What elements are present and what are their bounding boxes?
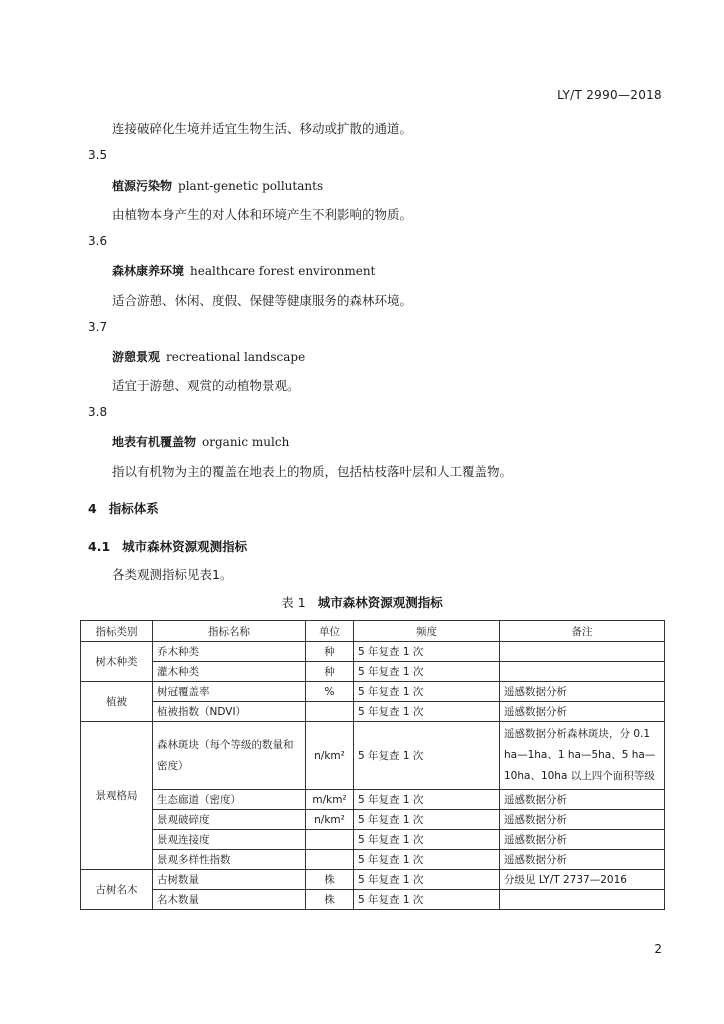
header-name: 指标名称 — [153, 621, 306, 642]
term-heading — [112, 348, 305, 365]
term-zh: 地表有机覆盖物 — [112, 435, 197, 449]
name-cell: 古树数量 — [153, 870, 306, 890]
indicator-table — [80, 620, 665, 910]
unit-cell: 种 — [306, 662, 354, 682]
frequency-cell: 5 年复查 1 次 — [354, 890, 500, 910]
table-row — [81, 702, 665, 722]
frequency-cell: 5 年复查 1 次 — [354, 682, 500, 702]
frequency-cell: 5 年复查 1 次 — [354, 642, 500, 662]
subsection-number: 4.1 — [88, 539, 111, 554]
term-en: plant-genetic pollutants — [178, 179, 324, 193]
term-zh: 游憩景观 — [112, 350, 161, 364]
table-row — [81, 830, 665, 850]
table-header-row — [81, 621, 665, 642]
name-cell: 生态廊道（密度） — [153, 790, 306, 810]
frequency-cell: 5 年复查 1 次 — [354, 662, 500, 682]
frequency-cell: 5 年复查 1 次 — [354, 722, 500, 790]
unit-cell: n/km² — [306, 810, 354, 830]
term-zh: 森林康养环境 — [112, 264, 185, 278]
table-row — [81, 850, 665, 870]
name-cell: 乔木种类 — [153, 642, 306, 662]
table-caption-title: 城市森林资源观测指标 — [317, 595, 443, 610]
name-cell: 树冠覆盖率 — [153, 682, 306, 702]
intro-line: 连接破碎化生境并适宜生物生活、移动或扩散的通道。 — [112, 121, 413, 136]
term-en: recreational landscape — [166, 350, 306, 364]
table-row — [81, 870, 665, 890]
term-number: 3.5 — [88, 148, 108, 162]
category-cell: 树木种类 — [81, 642, 153, 682]
unit-cell: 株 — [306, 870, 354, 890]
note-cell: 遥感数据分析 — [500, 830, 665, 850]
unit-cell — [306, 850, 354, 870]
frequency-cell: 5 年复查 1 次 — [354, 810, 500, 830]
unit-cell: % — [306, 682, 354, 702]
table-row — [81, 682, 665, 702]
header-unit: 单位 — [306, 621, 354, 642]
name-cell: 名木数量 — [153, 890, 306, 910]
note-cell: 遥感数据分析 — [500, 810, 665, 830]
frequency-cell: 5 年复查 1 次 — [354, 830, 500, 850]
subsection-title: 城市森林资源观测指标 — [122, 539, 248, 554]
table-row — [81, 890, 665, 910]
frequency-cell: 5 年复查 1 次 — [354, 870, 500, 890]
subsection-heading — [88, 537, 247, 555]
note-cell — [500, 890, 665, 910]
category-cell: 植被 — [81, 682, 153, 722]
name-cell: 景观连接度 — [153, 830, 306, 850]
table-row — [81, 810, 665, 830]
category-cell: 景观格局 — [81, 722, 153, 870]
standard-number: LY/T 2990—2018 — [557, 88, 662, 102]
term-zh: 植源污染物 — [112, 179, 173, 193]
term-number: 3.8 — [88, 405, 108, 419]
table-row — [81, 790, 665, 810]
table-caption-number: 表 1 — [281, 595, 306, 610]
term-number: 3.7 — [88, 320, 108, 334]
frequency-cell: 5 年复查 1 次 — [354, 790, 500, 810]
term-en: organic mulch — [202, 435, 290, 449]
frequency-cell: 5 年复查 1 次 — [354, 702, 500, 722]
term-heading — [112, 262, 375, 279]
unit-cell: m/km² — [306, 790, 354, 810]
note-cell: 遥感数据分析 — [500, 682, 665, 702]
term-en: healthcare forest environment — [190, 264, 376, 278]
name-cell: 景观破碎度 — [153, 810, 306, 830]
term-definition: 适合游憩、休闲、度假、保健等健康服务的森林环境。 — [112, 293, 413, 308]
frequency-cell: 5 年复查 1 次 — [354, 850, 500, 870]
name-cell: 灌木种类 — [153, 662, 306, 682]
header-category: 指标类别 — [81, 621, 153, 642]
note-cell: 遥感数据分析 — [500, 790, 665, 810]
note-cell: 分级见 LY/T 2737—2016 — [500, 870, 665, 890]
section-title: 指标体系 — [108, 501, 159, 516]
table-reference: 各类观测指标见表1。 — [112, 567, 233, 582]
name-cell: 景观多样性指数 — [153, 850, 306, 870]
note-cell — [500, 642, 665, 662]
header-frequency: 频度 — [354, 621, 500, 642]
unit-cell: 种 — [306, 642, 354, 662]
term-heading — [112, 433, 289, 450]
page-number: 2 — [654, 942, 662, 956]
name-cell: 植被指数（NDVI） — [153, 702, 306, 722]
header-note: 备注 — [500, 621, 665, 642]
unit-cell — [306, 830, 354, 850]
note-cell: 遥感数据分析 — [500, 850, 665, 870]
term-definition: 指以有机物为主的覆盖在地表上的物质，包括枯枝落叶层和人工覆盖物。 — [112, 464, 513, 479]
table-row — [81, 662, 665, 682]
table-caption — [0, 593, 724, 611]
term-definition: 适宜于游憩、观赏的动植物景观。 — [112, 378, 300, 393]
table-row — [81, 722, 665, 790]
term-number: 3.6 — [88, 234, 108, 248]
table-row — [81, 642, 665, 662]
unit-cell: n/km² — [306, 722, 354, 790]
name-cell: 森林斑块（每个等级的数量和密度） — [153, 722, 306, 790]
unit-cell: 株 — [306, 890, 354, 910]
unit-cell — [306, 702, 354, 722]
category-cell: 古树名木 — [81, 870, 153, 910]
section-heading — [88, 499, 159, 517]
term-heading — [112, 177, 323, 194]
note-cell: 遥感数据分析 — [500, 702, 665, 722]
note-cell — [500, 662, 665, 682]
section-number: 4 — [88, 501, 97, 516]
note-cell: 遥感数据分析森林斑块，分 0.1 ha—1ha、1 ha—5ha、5 ha—10ha、10ha 以上四个面积等级 — [500, 722, 665, 790]
term-definition: 由植物本身产生的对人体和环境产生不利影响的物质。 — [112, 207, 413, 222]
